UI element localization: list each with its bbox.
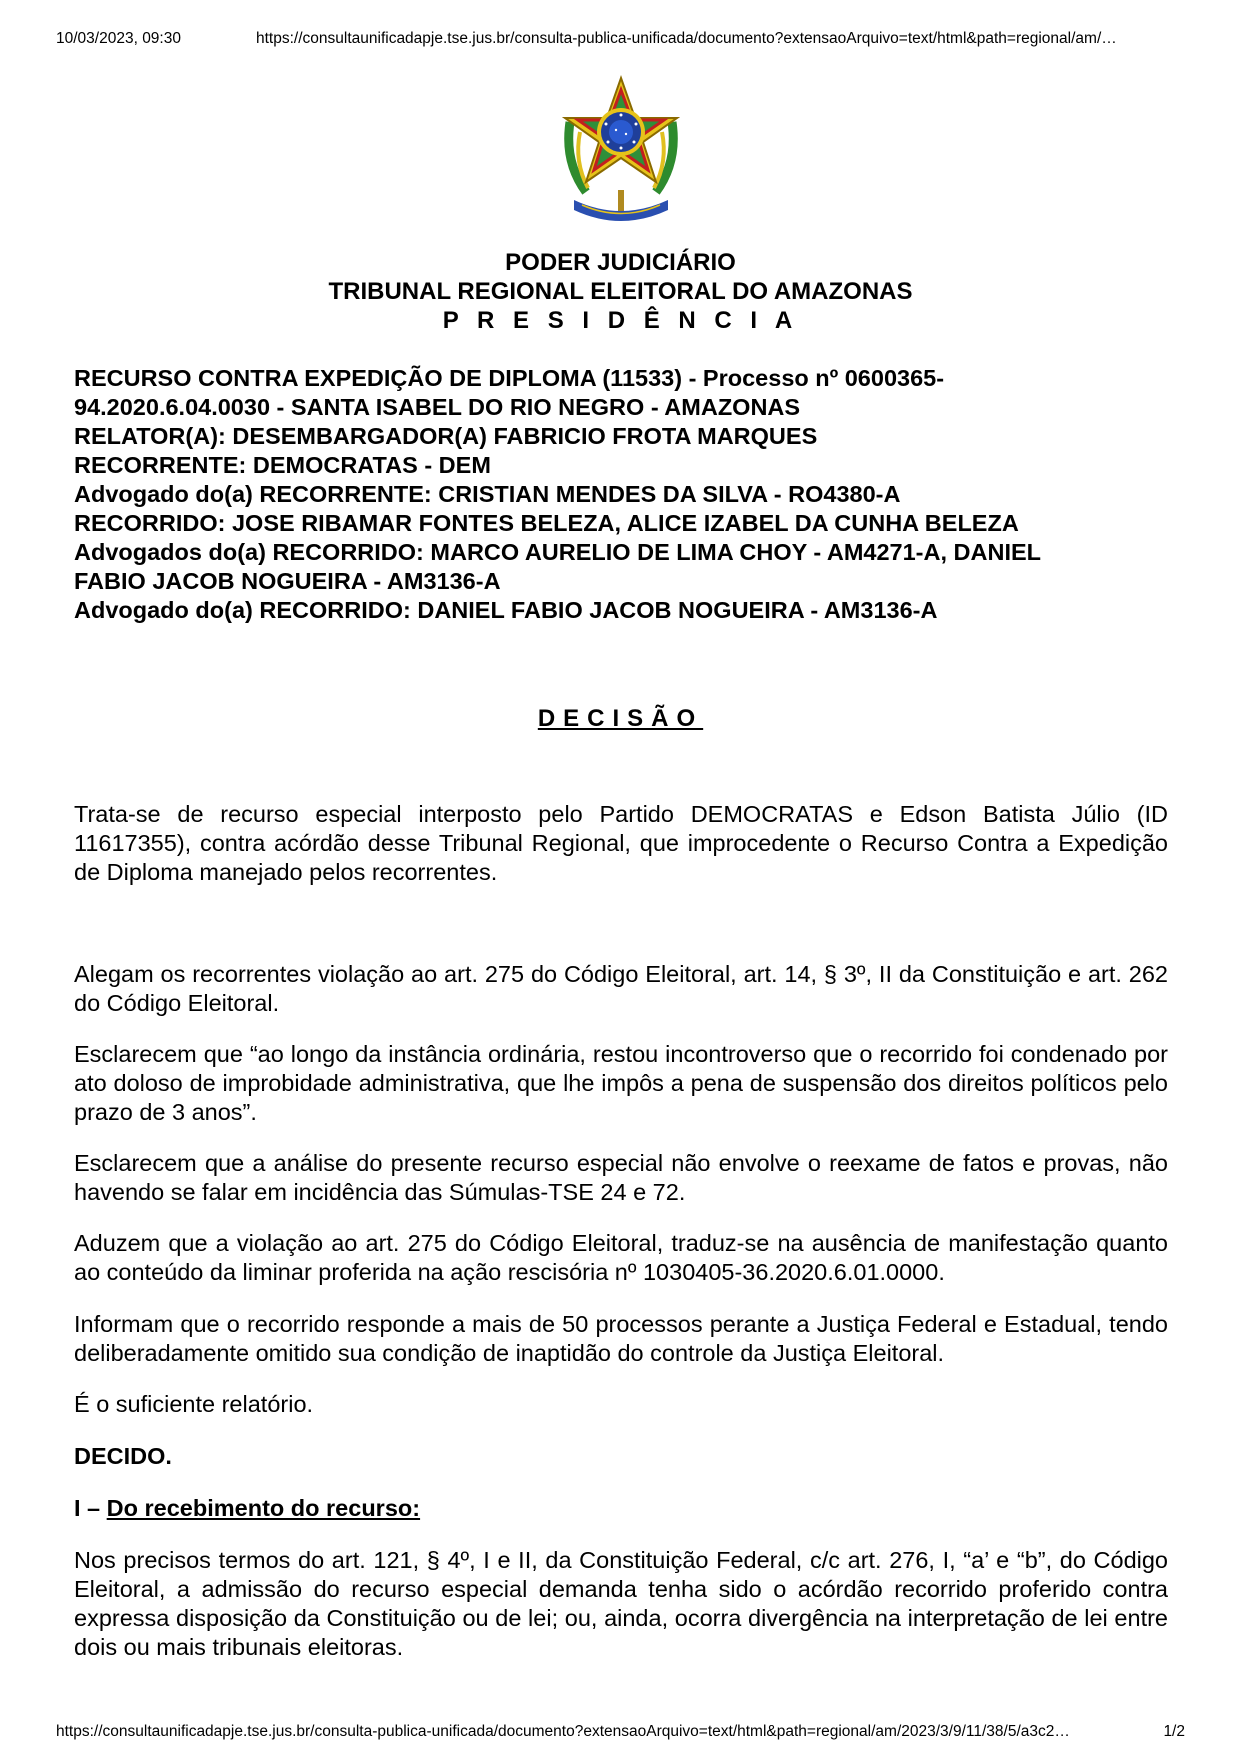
case-info-line: Advogado do(a) RECORRENTE: CRISTIAN MENDES DA SILVA - RO4380-A (74, 481, 901, 507)
paragraph-text: Esclarecem que “ao longo da instância ordinária, restou incontroverso que o recorrido foi condenado por ato doloso de improbidade administrativa, que lhe impôs a pena de suspensão dos direitos políticos pelo prazo de 3 anos”. (74, 1041, 1168, 1125)
paragraph-adduce (74, 1229, 1168, 1287)
case-info-line: Advogados do(a) RECORRIDO: MARCO AURELIO DE LIMA CHOY - AM4271-A, DANIEL (74, 539, 1042, 565)
section-number: I – (74, 1495, 107, 1521)
presidency-title: P R E S I D Ê N C I A (442, 307, 799, 334)
print-header-url: https://consultaunificadapje.tse.jus.br/consulta-publica-unificada/documento?extensaoArquivo=text/html&path=regional/am/… (256, 30, 1117, 47)
case-info-line: RECORRIDO: JOSE RIBAMAR FONTES BELEZA, ALICE IZABEL DA CUNHA BELEZA (74, 510, 1019, 536)
paragraph-text: Trata-se de recurso especial interposto pelo Partido DEMOCRATAS e Edson Batista Júlio (ID 11617355), contra acórdão desse Tribunal Regional, que improcedente o Recurso Contra a Expedição de Diploma manejado pelos recorrentes. (74, 801, 1168, 885)
case-info-line: RELATOR(A): DESEMBARGADOR(A) FABRICIO FROTA MARQUES (74, 423, 818, 449)
judiciary-title: PODER JUDICIÁRIO (505, 249, 736, 276)
decido-heading (74, 1442, 1168, 1471)
paragraph-admission (74, 1546, 1168, 1662)
coat-of-arms-of-brazil-icon (556, 72, 686, 230)
page-indicator: 1/2 (1163, 1723, 1185, 1740)
section-title: Do recebimento do recurso: (106, 1495, 421, 1521)
paragraph-text: Esclarecem que a análise do presente recurso especial não envolve o reexame de fatos e provas, não havendo se falar em incidência das Súmulas-TSE 24 e 72. (74, 1150, 1168, 1205)
paragraph-text: Informam que o recorrido responde a mais de 50 processos perante a Justiça Federal e Estadual, tendo deliberadamente omitido sua condição de inaptidão do controle da Justiça Eleitoral. (74, 1311, 1168, 1366)
print-timestamp: 10/03/2023, 09:30 (56, 30, 181, 47)
paragraph-clarify-1 (74, 1040, 1168, 1127)
paragraph-report (74, 1390, 1168, 1419)
print-footer-url: https://consultaunificadapje.tse.jus.br/consulta-publica-unificada/documento?extensaoArquivo=text/html&path=regional/am/2023/3/9/11/38/5/a3c2… (56, 1723, 1070, 1740)
court-header (0, 248, 1241, 335)
paragraph-text: DECIDO. (74, 1443, 172, 1469)
paragraph-text: Nos precisos termos do art. 121, § 4º, I e II, da Constituição Federal, c/c art. 276, I, “a’ e “b”, do Código Eleitoral, a admissão do recurso especial demanda tenha sido o acórdão recorrido proferido contra expressa disposição da Constituição ou de lei; ou, ainda, ocorra divergência na interpretação de lei entre dois ou mais tribunais eleitoras. (74, 1547, 1168, 1660)
paragraph-text: Alegam os recorrentes violação ao art. 275 do Código Eleitoral, art. 14, § 3º, II da Constituição e art. 262 do Código Eleitoral. (74, 961, 1168, 1016)
case-info-line: RECURSO CONTRA EXPEDIÇÃO DE DIPLOMA (11533) - Processo nº 0600365- (74, 365, 945, 391)
paragraph-intro (74, 800, 1168, 887)
paragraph-inform (74, 1310, 1168, 1368)
case-info-line: RECORRENTE: DEMOCRATAS - DEM (74, 452, 491, 478)
court-name: TRIBUNAL REGIONAL ELEITORAL DO AMAZONAS (328, 278, 913, 305)
case-info-line: 94.2020.6.04.0030 - SANTA ISABEL DO RIO NEGRO - AMAZONAS (74, 394, 801, 420)
decision-title: DECISÃO (537, 705, 704, 732)
paragraph-clarify-2 (74, 1149, 1168, 1207)
case-info-line: Advogado do(a) RECORRIDO: DANIEL FABIO JACOB NOGUEIRA - AM3136-A (74, 597, 938, 623)
case-info-line: FABIO JACOB NOGUEIRA - AM3136-A (74, 568, 501, 594)
section-heading (74, 1494, 1168, 1523)
paragraph-text: Aduzem que a violação ao art. 275 do Código Eleitoral, traduz-se na ausência de manifestação quanto ao conteúdo da liminar proferida na ação rescisória nº 1030405-36.2020.6.01.0000. (74, 1230, 1168, 1285)
paragraph-text: É o suficiente relatório. (74, 1391, 314, 1417)
case-info-block (74, 364, 1174, 625)
paragraph-allegations (74, 960, 1168, 1018)
